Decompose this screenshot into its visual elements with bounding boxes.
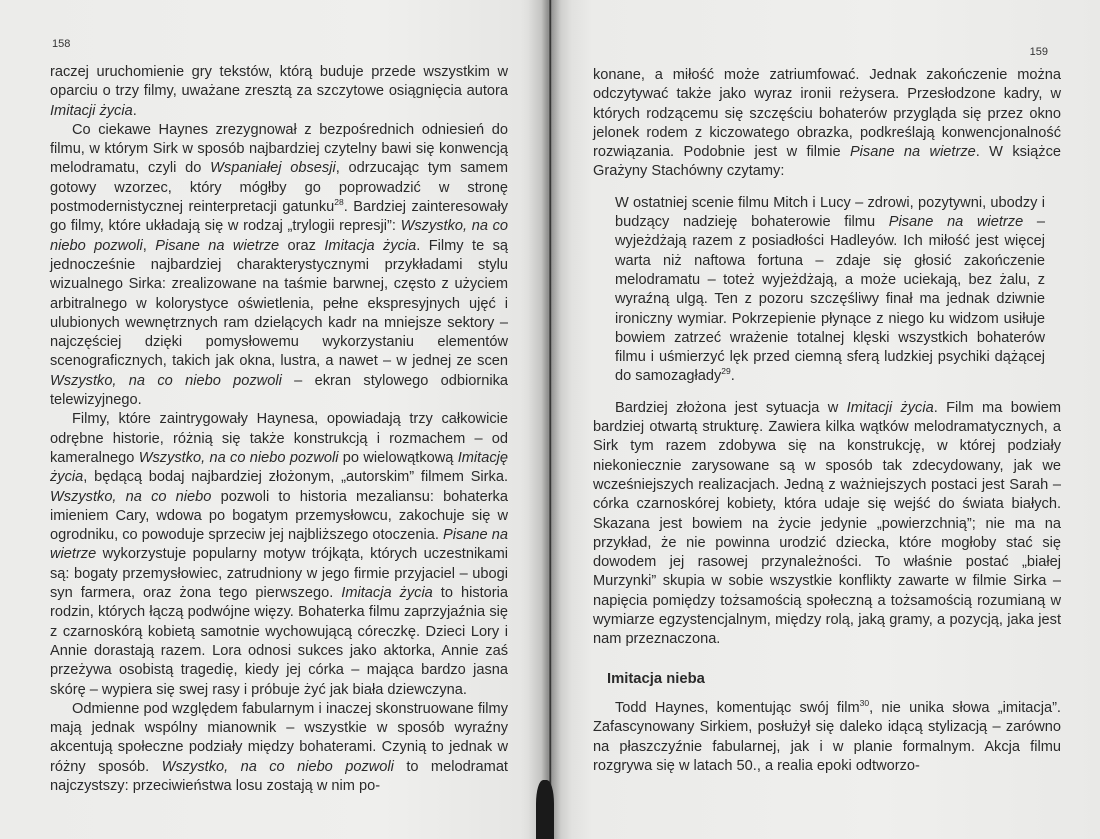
paragraph: Co ciekawe Haynes zrezygnował z bezpośrednich odniesień do filmu, w którym Sirk w sposób najbardziej czytelny bawi się konwencją melodramatu, czyli do Wspaniałej obsesji, odrzucając tym samem gotowy wzorzec, który mógłby go poprowadzić w stronę postmodernistycznej reinterpretacji gatunku$^{28}$. Bardziej zainteresowały go filmy, które układają się w rodzaj „trylogii represji”: Wszystko, na co niebo pozwoli, Pisane na wietrze oraz Imitacja życia. Filmy te są jednocześnie najbardziej charakterystycznymi przykładami stylu wizualnego Sirka: zrealizowane na taśmie barwnej, często z użyciem arbitralnego w kolorystyce oświetlenia, pełne ekspresyjnych ujęć i ulubionych wewnętrznych ram dzielących kadr na mniejsze sektory – najczęściej dzięki pomysłowemu wykorzystaniu elementów scenograficznych, takich jak okna, lustra, a nawet – w jednej ze scen Wszystko, na co niebo pozwoli – ekran stylowego odbiornika telewizyjnego. — [50, 121, 509, 409]
paragraph: konane, a miłość może zatriumfować. Jednak zakończenie można odczytywać także jako wyraz ironii reżysera. Przesłodzone kadry, w których rodzącemu się szczęściu bohaterów przygląda się przez okno jelonek rodem z kiczowatego obrazka, podkreślają konwencjonalność rozwiązania. Podobnie jest w filmie Pisane na wietrze. W książce Grażyny Stachówny czytamy: — [593, 67, 1061, 180]
paragraph: Odmienne pod względem fabularnym i inaczej skonstruowane filmy mają jednak wspólny mianownik – wszystkie w sposób wyraźny akcentują społeczne podziały między bohaterami. Czynią to jednak w różny sposób. Wszystko, na co niebo pozwoli to melodramat najczystszy: przeciwieństwa losu zostają w nim po- — [50, 700, 508, 794]
paragraph: raczej uruchomienie gry tekstów, którą buduje przede wszystkim w oparciu o trzy filmy, uważane zresztą za szczytowe osiągnięcia autora Imitacji życia. — [50, 64, 508, 119]
right-page — [548, 0, 1100, 839]
block-quote: W ostatniej scenie filmu Mitch i Lucy – zdrowi, pozytywni, ubodzy i budzący nadzieję bohaterowie filmu Pisane na wietrze – wyjeżdżają razem z posiadłości Hadleyów. Ich miłość jest więcej warta niż naftowa fortuna – zdaje się głosić zakończenie melodramatu – toteż wyjeżdżają, a może uciekają, bez żalu, z wyraźną ulgą. Ten z pozoru szczęśliwy finał ma jednak dziwnie ironiczny wymiar. Pokrzepienie płynące z niego ku widzom usiłuje bowiem zatrzeć wrażenie totalnej klęski wszystkich bohaterów filmu i uśmierzyć lęk przed ciemną sferą ludzkiej psychiki dążącej do samozagłady$^{29}$. — [615, 194, 1045, 385]
right-page-text — [593, 66, 1061, 776]
paragraph: Filmy, które zaintrygowały Haynesa, opowiadają trzy całkowicie odrębne historie, różnią się także konstrukcją i rozmachem – od kameralnego Wszystko, na co niebo pozwoli po wielowątkową Imitację życia, będącą bodaj najbardziej złożonym, „autorskim” filmem Sirka. Wszystko, na co niebo pozwoli to historia mezaliansu: bohaterka imieniem Cary, wdowa po bogatym przemysłowcu, zakochuje się w ogrodniku, co powoduje sprzeciw jej najbliższego otoczenia. Pisane na wietrze wykorzystuje popularny motyw trójkąta, których uczestnikami są: bogaty przemysłowiec, zatrudniony w jego firmie przyjaciel – ubogi syn farmera, oraz żona tego pierwszego. Imitacja życia to historia rodzin, których łączą podwójne więzy. Bohaterka filmu zaprzyjaźnia się z czarnoskórą kobietą samotnie wychowującą córeczkę. Dzieci Lory i Annie dorastają razem. Lora odnosi sukces jako aktorka, Annie zaś przeżywa osobistą tragedię, kiedy jej córka – mająca bardzo jasna skórę – wypiera się swej rasy i próbuje żyć jak biała dziewczyna. — [50, 411, 509, 698]
paragraph: Bardziej złożona jest sytuacja w Imitacji życia. Film ma bowiem bardziej otwartą strukturę. Zawiera kilka wątków melodramatycznych, a Sirk tym razem zdobywa się na konstrukcję, w której podziały niekoniecznie zarysowane są w sposób tak zdecydowany, jak we wcześniejszych realizacjach. Jedną z ważniejszych postaci jest Sarah – córka czarnoskórej kobiety, która udaje się wejść do świata białych. Skazana jest bowiem na życie jedynie „powierzchnią”; nie ma na przykład, że nie powinna urodzić dziecka, które mogłoby stać się dowodem jej rasowej przynależności. To właśnie postać „białej Murzynki” skupia w sobie wszystkie konflikty zawarte w filmie Sirka – napięcia pomiędzy tożsamością społeczną a tożsamością rozumianą w wymiarze egzystencjalnym, między rolą, jaką gramy, a pozycją, jaka jest nam przeznaczona. — [593, 399, 1061, 648]
paragraph: Todd Haynes, komentując swój film$^{30}$, nie unika słowa „imitacja”. Zafascynowany Sirkiem, posłużył się daleko idącą stylizacją – zarówno na płaszczyźnie fabularnej, jak i w planie formalnym. Akcja filmu rozgrywa się w latach 50., a realia epoki odtworzo- — [593, 698, 1061, 774]
page-number-left: 158 — [52, 38, 71, 50]
left-page-text — [50, 63, 508, 796]
left-page — [0, 0, 548, 839]
section-title: Imitacja nieba — [607, 670, 705, 687]
page-number-right: 159 — [1029, 46, 1048, 58]
